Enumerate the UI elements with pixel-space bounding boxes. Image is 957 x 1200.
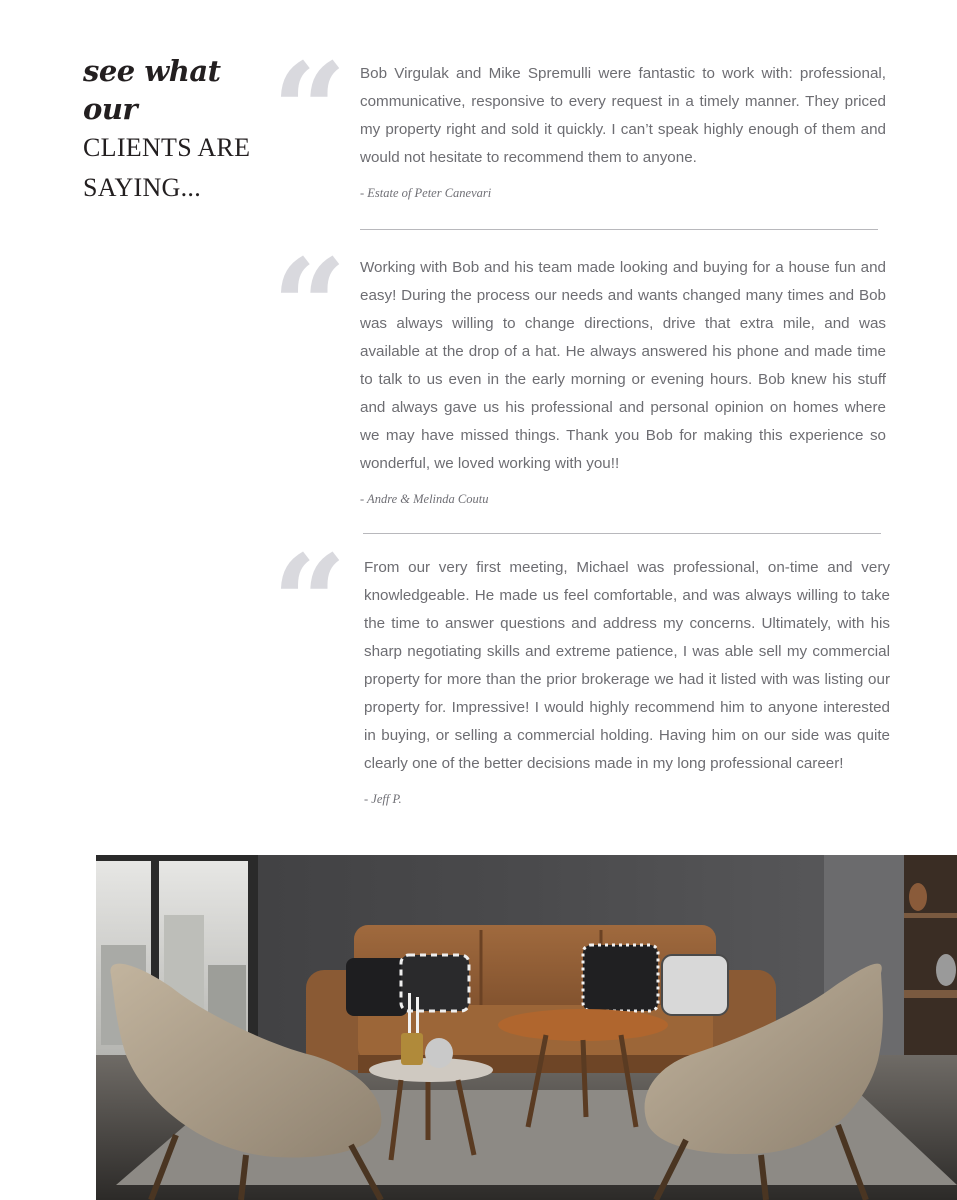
quote-mark-icon: “ bbox=[272, 46, 347, 136]
heading-script-line: see what our bbox=[83, 54, 221, 126]
testimonial-author: - Estate of Peter Canevari bbox=[360, 186, 492, 200]
living-room-photo bbox=[96, 855, 957, 1200]
testimonial-2 bbox=[360, 254, 886, 507]
testimonial-3 bbox=[364, 554, 890, 807]
testimonial-text: Bob Virgulak and Mike Spremulli were fantastic to work with: professional, communicative, responsive to every request in a timely manner. They priced my property right and sold it quickly. I can’t speak highly enough of them and would not hesitate to recommend them to anyone. bbox=[360, 65, 886, 166]
quote-mark-icon: “ bbox=[272, 242, 347, 332]
testimonial-author: - Andre & Melinda Coutu bbox=[360, 492, 489, 506]
quote-mark-icon: “ bbox=[272, 538, 347, 628]
heading-line-2: CLIENTS ARE bbox=[83, 133, 251, 162]
heading-line-3: SAYING... bbox=[83, 173, 202, 202]
section-heading bbox=[83, 52, 273, 208]
testimonial-author: - Jeff P. bbox=[364, 792, 402, 806]
divider bbox=[363, 533, 881, 534]
bust-sculpture bbox=[936, 954, 956, 986]
testimonial-1 bbox=[360, 60, 886, 201]
testimonial-text: Working with Bob and his team made looking and buying for a house fun and easy! During the process our needs and wants changed many times and Bob was always willing to change directions, drive that extra mile, and was available at the drop of a hat. He always answered his phone and made time to talk to us even in the early morning or evening hours. Bob knew his stuff and always gave us his professional and personal opinion on homes where we may have missed things. Thank you Bob for making this experience so wonderful, we loved working with you!! bbox=[360, 259, 886, 472]
testimonial-text: From our very first meeting, Michael was professional, on-time and very knowledgeable. He made us feel comfortable, and was always willing to take the time to answer questions and address my concerns. Ultimately, with his sharp negotiating skills and extreme patience, I was able sell my commercial property for more than the prior brokerage we had it listed with was listing our property for. Impressive! I would highly recommend him to anyone interested in buying, or selling a commercial holding. Having him on our side was quite clearly one of the better decisions made in my long professional career! bbox=[364, 559, 890, 772]
vase bbox=[909, 883, 927, 911]
divider bbox=[360, 229, 878, 230]
